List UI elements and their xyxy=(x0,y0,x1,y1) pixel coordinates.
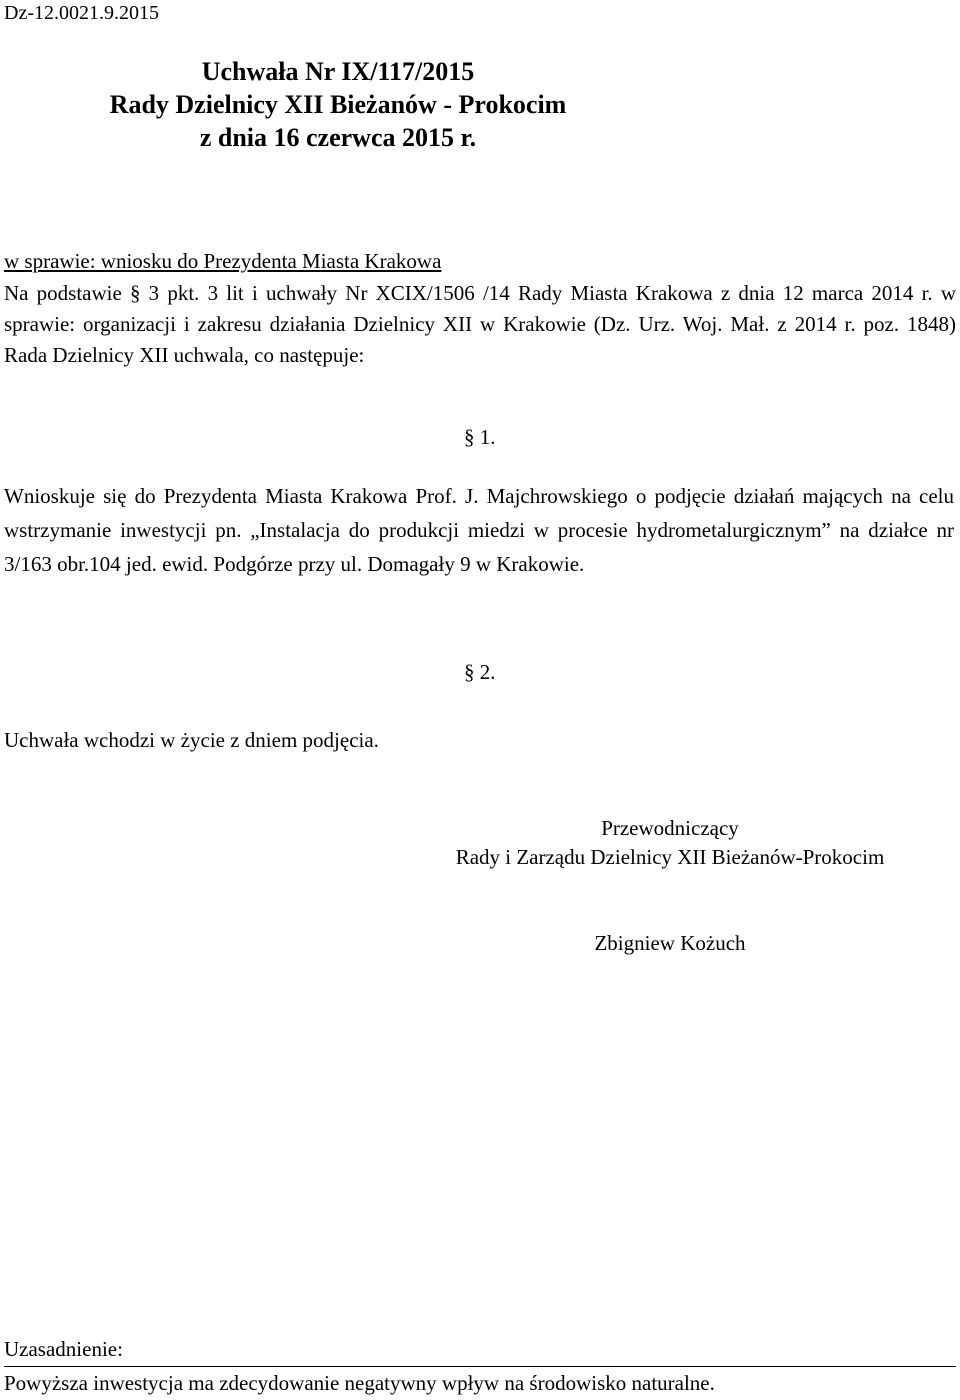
legal-basis: Na podstawie § 3 pkt. 3 lit i uchwały Nr XCIX/1506 /14 Rady Miasta Krakowa z dnia 12 marca 2014 r. w sprawie: organizacji i zakresu działania Dzielnicy XII w Krakowie (Dz. Urz. Woj. Mał. z 2014 r. poz. 1848) Rada Dzielnicy XII uchwala, co następuje: xyxy=(4,281,956,367)
resolution-issuer: Rady Dzielnicy XII Bieżanów - Prokocim xyxy=(109,90,567,119)
document-reference: Dz-12.0021.9.2015 xyxy=(4,2,159,24)
section-2-text: Uchwała wchodzi w życie z dniem podjęcia. xyxy=(4,728,379,752)
section-2-mark: § 2. xyxy=(464,660,496,684)
resolution-subject: w sprawie: wniosku do Prezydenta Miasta Krakowa xyxy=(4,249,442,273)
justification-text: Powyższa inwestycja ma zdecydowanie negatywny wpływ na środowisko naturalne. xyxy=(4,1371,715,1395)
signature-role: Przewodniczący xyxy=(601,816,739,840)
section-1-text: Wnioskuje się do Prezydenta Miasta Krakowa Prof. J. Majchrowskiego o podjęcie działań mających na celu wstrzymanie inwestycji pn. „Instalacja do produkcji miedzi w procesie hydrometalurgicznym” na działce nr 3/163 obr.104 jed. ewid. Podgórze przy ul. Domagały 9 w Krakowie. xyxy=(4,484,954,576)
justification-label: Uzasadnienie: xyxy=(4,1337,123,1361)
signature-name: Zbigniew Kożuch xyxy=(594,931,746,955)
footer-divider xyxy=(4,1366,956,1367)
resolution-date: z dnia 16 czerwca 2015 r. xyxy=(199,123,477,152)
section-1-mark: § 1. xyxy=(464,425,496,449)
resolution-title: Uchwała Nr IX/117/2015 xyxy=(201,57,475,86)
signature-body: Rady i Zarządu Dzielnicy XII Bieżanów-Prokocim xyxy=(455,845,885,869)
